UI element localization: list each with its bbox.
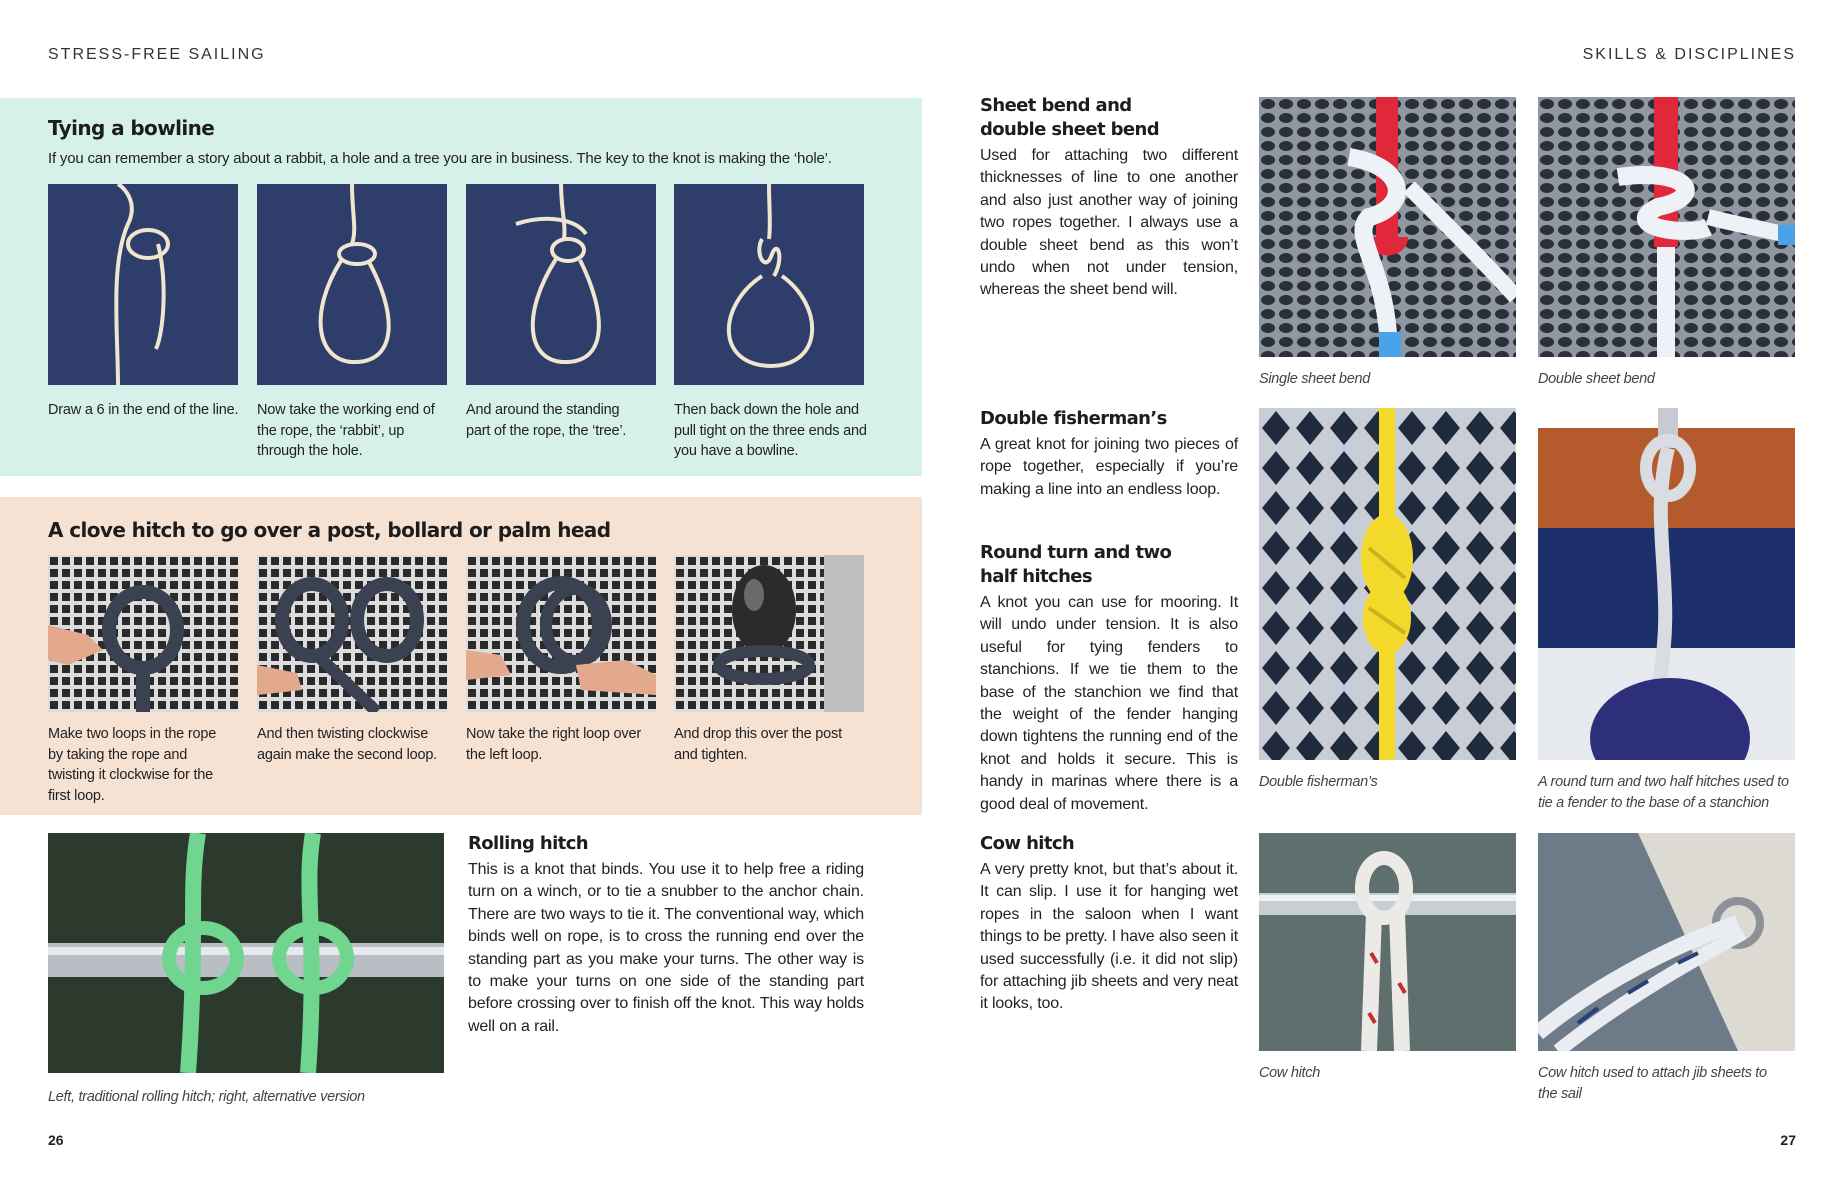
bowline-step-1-caption: Draw a 6 in the end of the line. [48,402,239,418]
round-turn-title-line2: half hitches [980,566,1093,587]
cow-hitch-body: A very pretty knot, but that’s about it. It can slip. I use it for hanging wet ropes in the saloon when I want things to be pretty. I have also seen it used successfully (i.e. it did not slip) for attaching jib sheets and very neat it looks, too. [980,861,1238,1013]
bowline-step-2-photo [257,184,447,385]
rolling-hitch-title: Rolling hitch [468,833,588,854]
round-turn-caption: A round turn and two half hitches used to tie a fender to the base of a stanchion [1538,774,1789,811]
clove-step-3-photo [466,555,656,712]
clove-step-2-caption: And then twisting clockwise again make the second loop. [257,726,438,763]
clove-step-3-caption: Now take the right loop over the left loop. [466,726,641,763]
rolling-hitch-body: This is a knot that binds. You use it to help free a riding turn on a winch, or to tie a snubber to the anchor chain. There are two ways to tie it. The conventional way, which binds well on rope, is to cross the running end over the standing part as you make your turns. The other way is to make your turns on one side of the standing part before crossing over to finish off the knot. This way holds well on a rail. [468,861,864,1035]
double-fishermans-caption: Double fisherman’s [1259,774,1378,790]
double-sheet-bend-caption: Double sheet bend [1538,371,1655,387]
cow-hitch-caption: Cow hitch [1259,1065,1320,1081]
round-turn-title-line1: Round turn and two [980,542,1172,563]
clove-step-4-caption: And drop this over the post and tighten. [674,726,842,763]
double-fishermans-photo [1259,408,1516,760]
sheet-bend-title-line1: Sheet bend and [980,95,1132,116]
sheet-bend-title-line2: double sheet bend [980,119,1160,140]
clove-step-1-caption: Make two loops in the rope by taking the rope and twisting it clockwise for the first loop. [48,726,217,804]
rolling-hitch-caption: Left, traditional rolling hitch; right, alternative version [48,1089,365,1105]
double-fishermans-body: A great knot for joining two pieces of rope together, especially if you’re making a line into an endless loop. [980,436,1238,498]
page-number-right: 27 [1780,1132,1796,1148]
double-fishermans-title: Double fisherman’s [980,408,1167,429]
cow-hitch-jib-photo [1538,833,1795,1051]
cow-hitch-jib-caption: Cow hitch used to attach jib sheets to the sail [1538,1065,1767,1102]
bowline-step-3-photo [466,184,656,385]
clove-step-2-photo [257,555,447,712]
bowline-step-3-caption: And around the standing part of the rope, the ‘tree’. [466,402,627,439]
cow-hitch-photo [1259,833,1516,1051]
running-head-right: SKILLS & DISCIPLINES [1582,46,1796,63]
single-sheet-bend-photo [1259,97,1516,357]
sheet-bend-body: Used for attaching two different thicknesses of line to one another and also just another way of joining two ropes together. I always use a double sheet bend as this won’t undo when not under tension, whereas the sheet bend will. [980,147,1238,299]
clove-step-1-photo [48,555,238,712]
page-number-left: 26 [48,1132,64,1148]
single-sheet-bend-caption: Single sheet bend [1259,371,1370,387]
rolling-hitch-photo [48,833,444,1073]
round-turn-body: A knot you can use for mooring. It will undo under tension. It is also useful for tying fenders to stanchions. If we tie them to the base of the stanchion we find that the weight of the fender hanging down tightens the running end of the knot and holds it secure. This is handy in marinas where there is a good deal of movement. [980,594,1238,813]
clove-step-4-photo [674,555,864,712]
round-turn-fender-photo [1538,408,1795,760]
bowline-step-4-photo [674,184,864,385]
bowline-step-2-caption: Now take the working end of the rope, the ‘rabbit’, up through the hole. [257,402,435,459]
cow-hitch-title: Cow hitch [980,833,1075,854]
clove-hitch-title: A clove hitch to go over a post, bollard or palm head [48,518,611,542]
double-sheet-bend-photo [1538,97,1795,357]
bowline-step-1-photo [48,184,238,385]
bowline-intro: If you can remember a story about a rabbit, a hole and a tree you are in business. The key to the knot is making the ‘hole’. [48,150,832,167]
running-head-left: STRESS-FREE SAILING [48,46,266,63]
bowline-step-4-caption: Then back down the hole and pull tight on the three ends and you have a bowline. [674,402,867,459]
bowline-title: Tying a bowline [48,116,215,140]
